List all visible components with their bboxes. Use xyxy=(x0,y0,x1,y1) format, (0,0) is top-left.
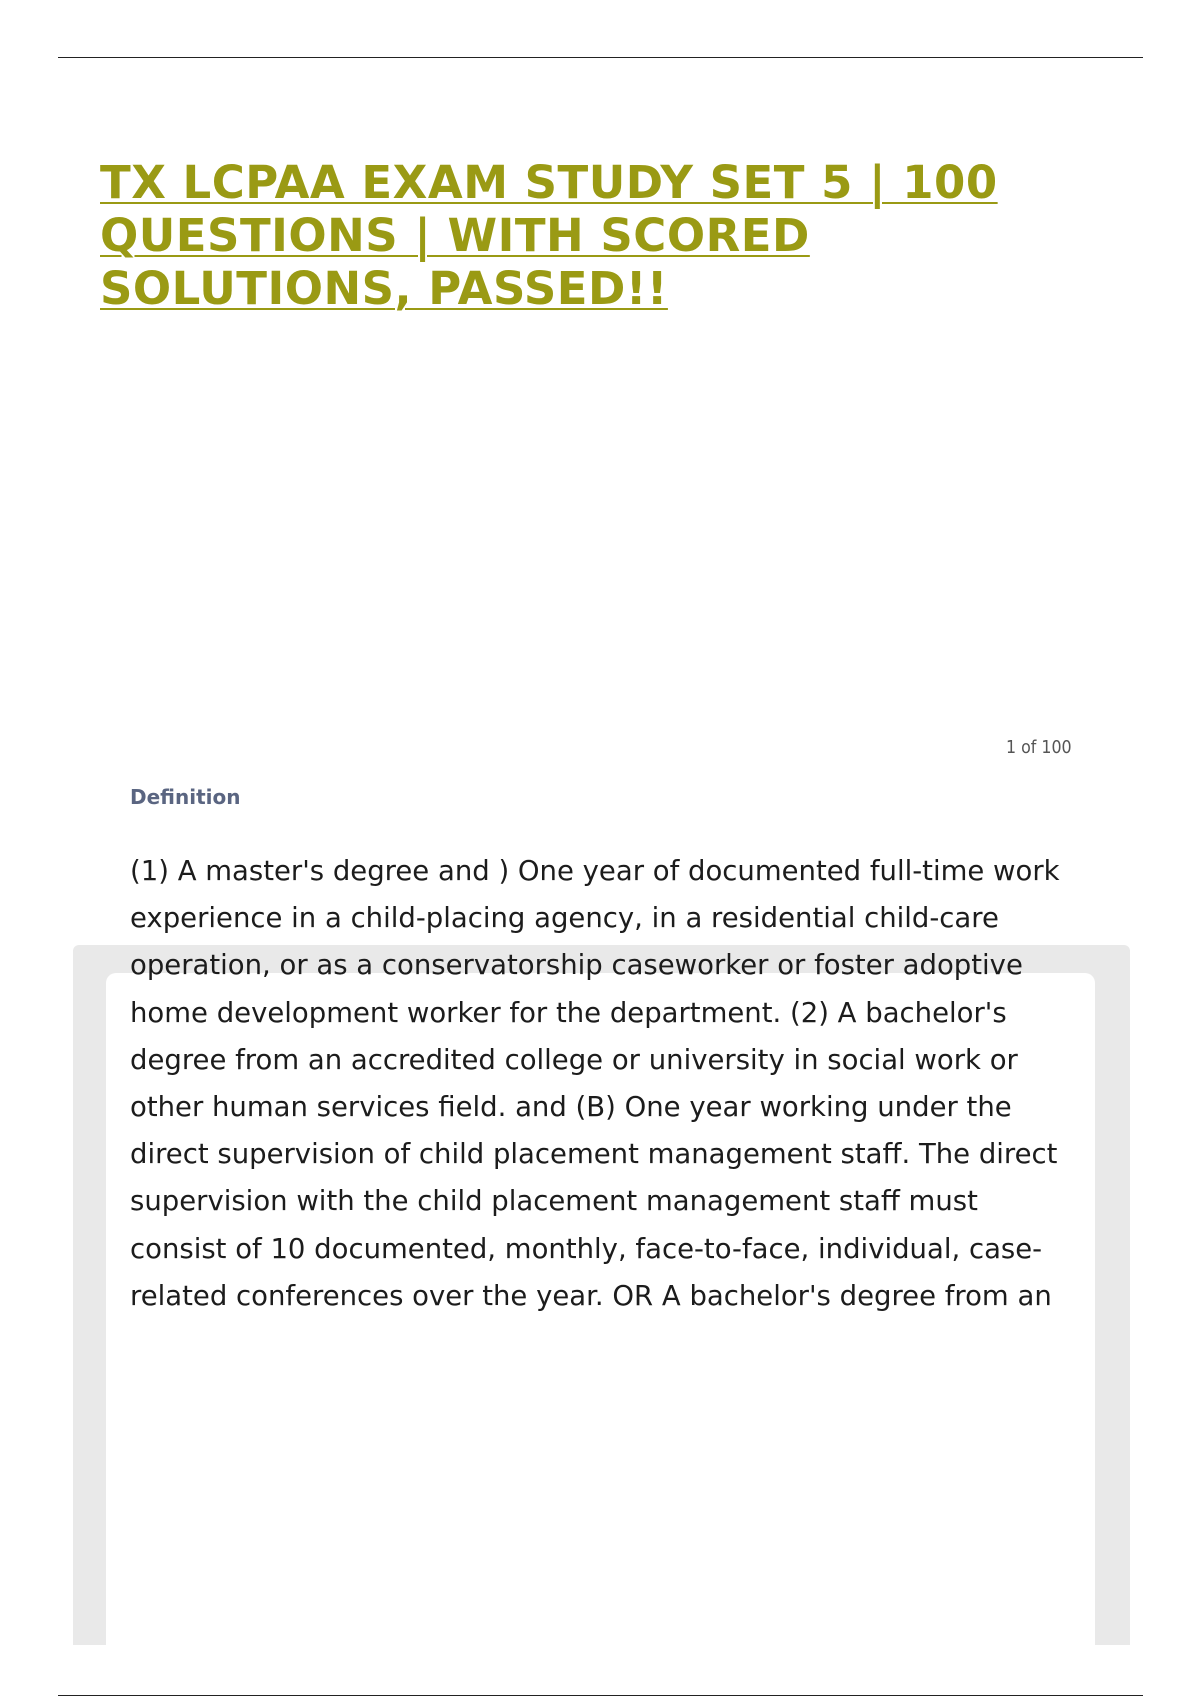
definition-text: (1) A master's degree and ) One year of documented full-time work experience in a child-placing agency, in a residential child-care operation, or as a conservatorship caseworker or foster adoptive home development worker for the department. (2) A bachelor's degree from an accredited college or university in social work or other human services field. and (B) One year working under the direct supervision of child placement management staff. The direct supervision with the child placement management staff must consist of 10 documented, monthly, face-to-face, individual, case-related conferences over the year. OR A bachelor's degree from an xyxy=(130,855,1060,1312)
bottom-rule xyxy=(58,1695,1143,1696)
card-counter: 1 of 100 xyxy=(1006,737,1072,758)
top-rule xyxy=(58,57,1143,58)
section-label: Definition xyxy=(130,785,241,809)
document-title[interactable]: TX LCPAA EXAM STUDY SET 5 | 100 QUESTIONS | WITH SCORED SOLUTIONS, PASSED!! xyxy=(100,156,998,315)
